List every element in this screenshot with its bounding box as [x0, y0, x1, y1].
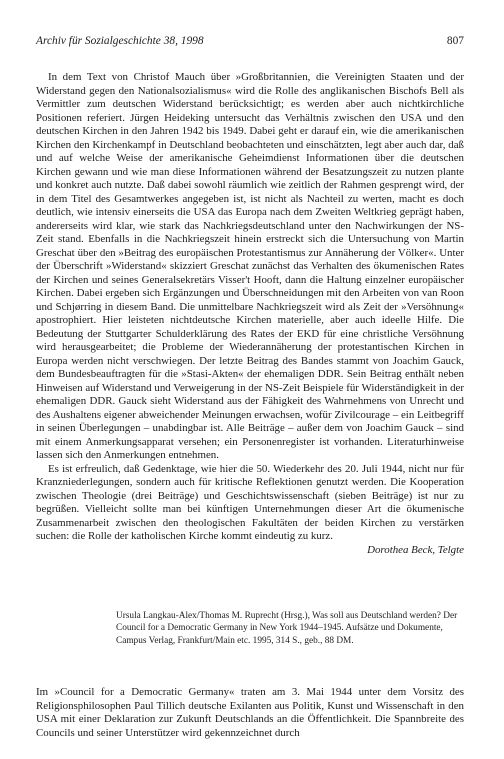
running-header — [36, 34, 464, 48]
review-paragraph: Es ist erfreulich, daß Gedenktage, wie hier die 50. Wiederkehr des 20. Juli 1944, nicht nur für Kranzniederlegungen, sondern auch für kritische Reflektionen genutzt werden. Die Kooperation zwischen Theologie (drei Beiträge) und Geschichtswissenschaft (sieben Beiträge) ist nur zu begrüßen. Vielleicht sollte man bei künftigen Unternehmungen dieser Art die ökumenische Zusammenarbeit zwischen den theologischen Fakultäten der beiden Kirchen zu verstärken suchen: die Rolle der katholischen Kirche kommt eindeutig zu kurz. — [36, 462, 464, 542]
page-number: 807 — [446, 35, 464, 47]
journal-title: Archiv für Sozialgeschichte 38, 1998 — [36, 35, 204, 47]
review-paragraph: Im »Council for a Democratic Germany« traten am 3. Mai 1944 unter dem Vorsitz des Religionsphilosophen Paul Tillich deutsche Exilanten aus Politik, Kunst und Wissenschaft in den USA mit einer Deklaration zur Zukunft Deutschlands an die Öffentlichkeit. Die Spannbreite des Councils und seiner Unterstützer wird gekennzeichnet durch — [36, 686, 464, 739]
book-citation — [116, 610, 464, 647]
review-paragraph: In dem Text von Christof Mauch über »Großbritannien, die Vereinigten Staaten und der Widerstand gegen den Nationalsozialismus« wird die Rolle des anglikanischen Bischofs Bell als Vermittler zum deutschen Widerstand berücksichtigt; es werden aber auch nichtkirchliche Positionen referiert. Jürgen Heideking untersucht das Verhältnis zwischen den USA und den deutschen Kirchen in den Jahren 1942 bis 1949. Dabei geht er darauf ein, wie die amerikanischen Kirchen den Kirchenkampf in Deutschland beobachteten und einschätzten, legt aber auch dar, daß und auf welche Weise der amerikanische Geheimdienst Informationen über die deutschen Kirchen gewann und wie man diese Informationen während der Besatzungszeit zu nutzen plante und konkret auch nutzte. Daß dabei sowohl räumlich wie zeitlich der Rahmen gesprengt wird, der in dem Titel des Gesamtwerkes angegeben ist, ist nicht als Nachteil zu werten, macht es doch deutlich, wie intensiv einerseits die USA das Europa nach dem Zweiten Weltkrieg geprägt haben, andererseits wird klar, wie stark das Nachkriegsdeutschland unter den Nachwirkungen der NS-Zeit stand. Ebenfalls in die Nachkriegszeit hinein erstreckt sich die Untersuchung von Martin Greschat über den »Beitrag des europäischen Protestantismus zur Annäherung der Völker«. Unter der Überschrift »Widerstand« skizziert Greschat zunächst das Verhalten des ökumenischen Rates der Kirchen und seines Generalsekretärs Visser't Hooft, dann die Haltung einzelner europäischer Kirchen. Dabei ergeben sich Ergänzungen und Überschneidungen mit den Arbeiten von van Roon und Schjørring in diesem Band. Die unmittelbare Nachkriegszeit wird als Zeit der »Versöhnung« apostrophiert. Hier leisteten nichtdeutsche Kirchen materielle, aber auch ideelle Hilfe. Die Bedeutung der Stuttgarter Schulderklärung des Rates der EKD für eine christliche Versöhnung wird herausgearbeitet; die Probleme der Wiederannäherung der protestantischen Kirchen in Europa werden nicht verschwiegen. Der letzte Beitrag des Bandes stammt von Joachim Gauck, dem Bundesbeauftragten für die »Stasi-Akten« der ehemaligen DDR. Sein Beitrag enthält neben Hinweisen auf Widerstand und Verweigerung in der NS-Zeit Beispiele für Widerständigkeit in der ehemaligen DDR. Gauck sieht Widerstand aus der Fähigkeit des Wahrnehmens von Unrecht und des Aushaltens eigener abweichender Meinungen erwachsen, wofür Zivilcourage – ein Leitbegriff in seinen Überlegungen – unabdingbar ist. Alle Beiträge – außer dem von Joachim Gauck – sind mit einem Anmerkungsapparat versehen; ein Personenregister ist vorhanden. Literaturhinweise lassen sich den Anmerkungen entnehmen. — [36, 71, 464, 461]
next-review — [36, 686, 464, 740]
book-citation-text: Ursula Langkau-Alex/Thomas M. Ruprecht (Hrsg.), Was soll aus Deutschland werden? Der Council for a Democratic Germany in New York 1944–1945. Aufsätze und Dokumente, Campus Verlag, Frankfurt/Main etc. 1995, 314 S., geb., 88 DM. — [116, 611, 458, 646]
review-article — [36, 71, 464, 557]
review-author: Dorothea Beck, Telgte — [367, 543, 464, 556]
